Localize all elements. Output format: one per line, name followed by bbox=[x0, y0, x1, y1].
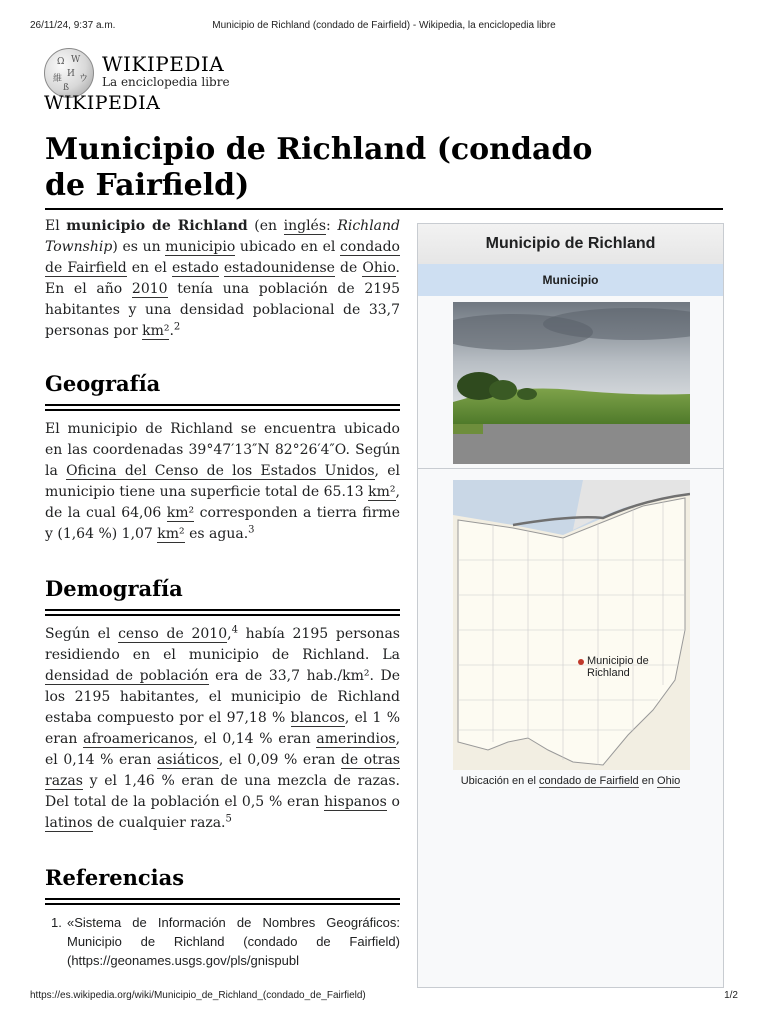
coordinates: 39°47′13″N 82°26′4″O bbox=[188, 442, 346, 458]
link-km2[interactable]: km² bbox=[142, 323, 170, 339]
ref-3[interactable]: 3 bbox=[248, 524, 255, 536]
link-km2[interactable]: km² bbox=[368, 484, 396, 500]
link-estadounidense[interactable]: estadounidense bbox=[223, 260, 335, 276]
print-footer bbox=[30, 990, 738, 1004]
wikipedia-wordmark-secondary: WIKIPEDIA bbox=[44, 92, 161, 114]
link-latinos[interactable]: latinos bbox=[45, 815, 93, 831]
ref-5[interactable]: 5 bbox=[225, 813, 232, 825]
demografia-paragraph: Según el censo de 2010,$^4$ había 2195 personas residiendo en el municipio de Richland. La densidad de población era de 33,7 hab./km². De los 2195 habitantes, el municipio de Richland estaba compuesto por el 97,18 % blancos, el 1 % eran afroamericanos, el 0,14 % eran amerindios, el 0,14 % eran asiáticos, el 0,09 % eran de otras razas y el 1,46 % eran de una mezcla de razas. Del total de la población el 0,5 % eran hispanos o latinos de cualquier raza.$^5$ bbox=[45, 624, 401, 831]
heading-demografia: Demografía bbox=[45, 576, 183, 601]
link-amerindios[interactable]: amerindios bbox=[316, 731, 396, 747]
link-estado[interactable]: estado bbox=[171, 260, 219, 276]
heading-geografia: Geografía bbox=[45, 371, 161, 396]
landscape-photo[interactable] bbox=[453, 302, 690, 464]
article-content bbox=[45, 216, 400, 970]
reference-link[interactable]: «Sistema de Información de Nombres Geográficos: Municipio de Richland (condado de Fairfield) (https://geonames.usgs.gov/pls/gnispubl bbox=[67, 915, 400, 968]
infobox-subtitle: Municipio bbox=[418, 264, 723, 296]
map-caption: Ubicación en el condado de Fairfield en Ohio bbox=[460, 775, 681, 787]
map-label: Municipio de Richland bbox=[587, 655, 649, 679]
infobox-divider bbox=[418, 468, 723, 469]
link-ohio[interactable]: Ohio bbox=[657, 775, 681, 787]
ohio-locator-map[interactable] bbox=[453, 480, 690, 770]
print-timestamp: 26/11/24, 9:37 a.m. bbox=[30, 20, 116, 31]
link-afroamericanos[interactable]: afroamericanos bbox=[83, 731, 194, 747]
link-km2[interactable]: km² bbox=[166, 505, 195, 521]
infobox bbox=[417, 223, 724, 988]
link-densidad-poblacion[interactable]: densidad de población bbox=[45, 668, 209, 684]
heading-divider bbox=[45, 404, 400, 411]
reference-item: 1. «Sistema de Información de Nombres Geográficos: Municipio de Richland (condado de Fairfield) (https://geonames.usgs.gov/pls/gnispubl bbox=[51, 915, 400, 968]
ref-4[interactable]: 4 bbox=[231, 624, 238, 636]
infobox-title: Municipio de Richland bbox=[418, 224, 723, 264]
link-ohio[interactable]: Ohio bbox=[362, 260, 396, 276]
ref-2[interactable]: 2 bbox=[173, 321, 181, 333]
print-header bbox=[30, 20, 738, 34]
link-otras-razas[interactable]: de otras razas bbox=[45, 752, 400, 789]
references-list bbox=[45, 913, 400, 970]
locator-dot bbox=[578, 659, 584, 665]
heading-divider bbox=[45, 609, 400, 616]
heading-referencias: Referencias bbox=[45, 865, 185, 890]
geografia-paragraph: El municipio de Richland se encuentra ubicado en las coordenadas 39°47′13″N 82°26′4″O. Según la Oficina del Censo de los Estados Unidos, el municipio tiene una superficie total de 65.13 km², de la cual 64,06 km² corresponden a tierra firme y (1,64 %) 1,07 km² es agua.$^3$ bbox=[45, 421, 401, 542]
print-page-title: Municipio de Richland (condado de Fairfield) - Wikipedia, la enciclopedia libre bbox=[212, 20, 556, 31]
link-condado-fairfield[interactable]: condado de Fairfield bbox=[45, 239, 400, 276]
link-municipio[interactable]: municipio bbox=[165, 239, 236, 255]
intro-paragraph: El municipio de Richland (en inglés: Richland Township) es un municipio ubicado en el condado de Fairfield en el estado estadounidense de Ohio. En el año 2010 tenía una población de 2195 habitantes y una densidad poblacional de 33,7 personas por km².$^2$ bbox=[45, 218, 400, 339]
heading-divider bbox=[45, 898, 400, 905]
wikipedia-wordmark: WIKIPEDIA bbox=[102, 52, 225, 76]
print-url: https://es.wikipedia.org/wiki/Municipio_de_Richland_(condado_de_Fairfield) bbox=[30, 990, 366, 1001]
link-condado-fairfield[interactable]: condado de Fairfield bbox=[538, 775, 639, 787]
page-title: Municipio de Richland (condado de Fairfield) bbox=[45, 132, 593, 203]
link-asiaticos[interactable]: asiáticos bbox=[156, 752, 219, 768]
wikipedia-tagline: La enciclopedia libre bbox=[102, 75, 230, 89]
link-km2[interactable]: km² bbox=[157, 526, 185, 542]
title-divider bbox=[45, 208, 723, 210]
link-blancos[interactable]: blancos bbox=[290, 710, 345, 726]
link-oficina-censo[interactable]: Oficina del Censo de los Estados Unidos bbox=[66, 463, 375, 479]
link-2010[interactable]: 2010 bbox=[131, 281, 168, 297]
link-ingles[interactable]: inglés bbox=[283, 218, 327, 234]
wikipedia-globe-icon: Ω W 維 И ウ ß bbox=[44, 48, 94, 98]
print-page-number: 1/2 bbox=[724, 990, 738, 1001]
link-censo-2010[interactable]: censo de 2010 bbox=[118, 626, 228, 642]
link-hispanos[interactable]: hispanos bbox=[324, 794, 387, 810]
